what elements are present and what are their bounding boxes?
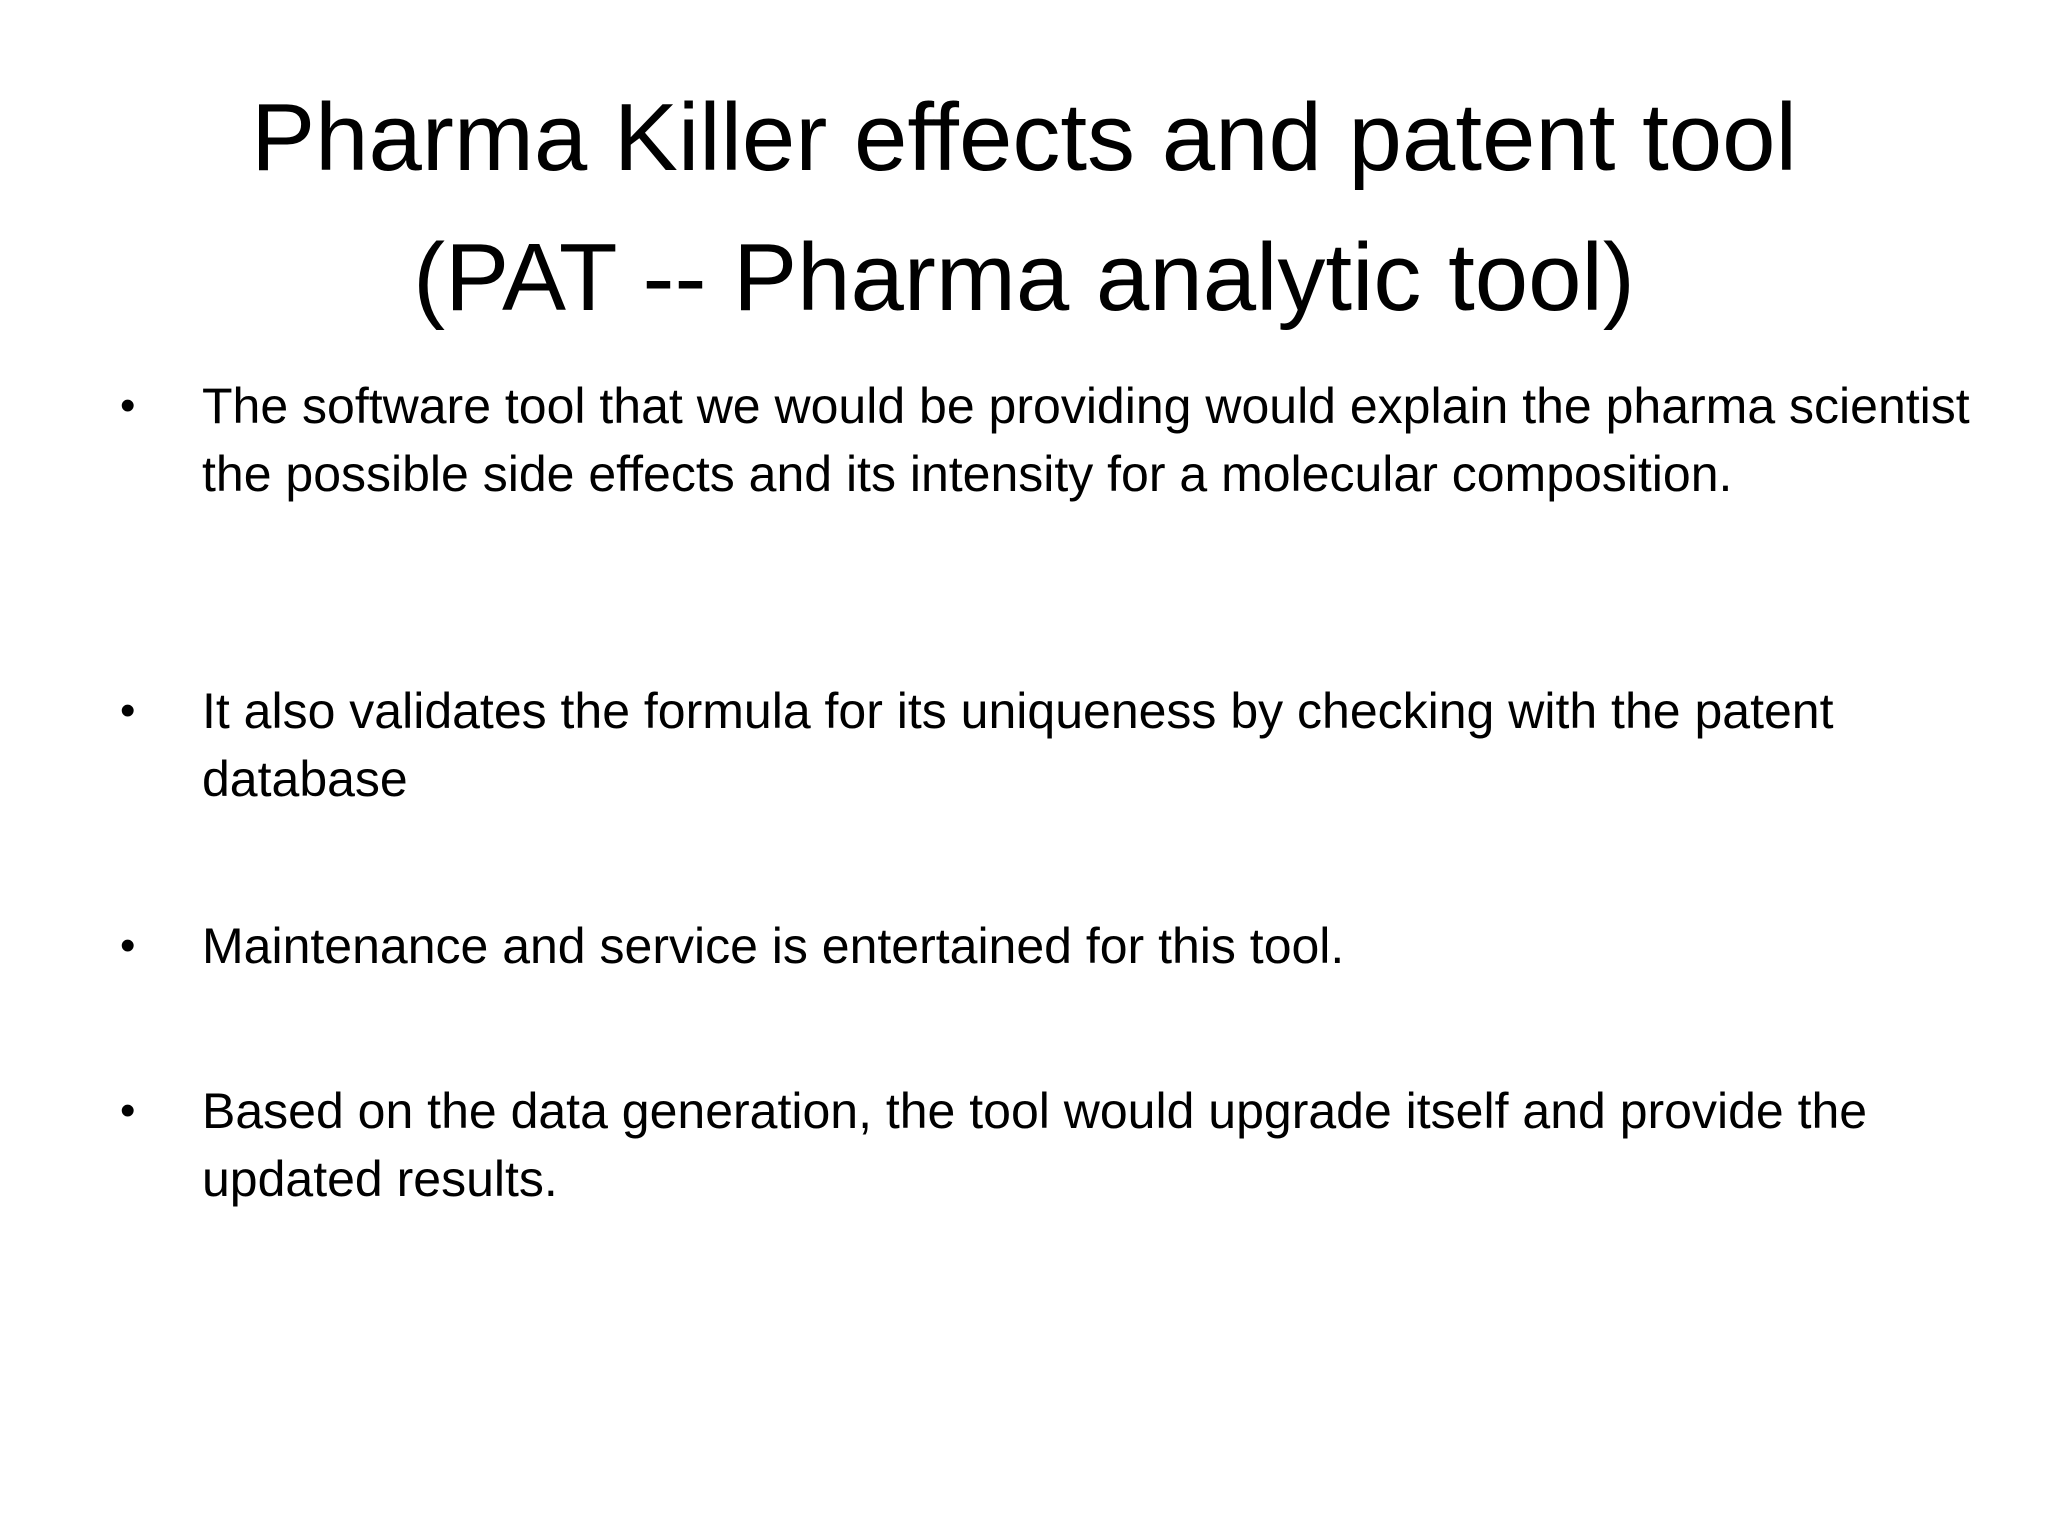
slide-title	[100, 68, 1948, 348]
bullet-item-side-effects	[120, 372, 2042, 508]
bullet-text: Based on the data generation, the tool would upgrade itself and provide the updated results.	[202, 1083, 1868, 1207]
bullet-icon: •	[120, 381, 136, 430]
slide-title-line-2: (PAT -- Pharma analytic tool)	[413, 224, 1635, 331]
bullet-icon: •	[120, 921, 136, 970]
bullet-icon: •	[120, 686, 136, 735]
bullet-text: It also validates the formula for its uniqueness by checking with the patent database	[202, 683, 1834, 807]
bullet-icon: •	[120, 1086, 136, 1135]
slide-title-line-1: Pharma Killer effects and patent tool	[251, 84, 1797, 191]
bullet-item-maintenance	[120, 912, 2042, 980]
bullet-text: The software tool that we would be providing would explain the pharma scientist the possible side effects and its intensity for a molecular composition.	[202, 378, 1970, 502]
bullet-text: Maintenance and service is entertained for this tool.	[202, 918, 1345, 974]
bullet-item-patent-validation	[120, 677, 2042, 813]
bullet-item-upgrade	[120, 1077, 2042, 1213]
